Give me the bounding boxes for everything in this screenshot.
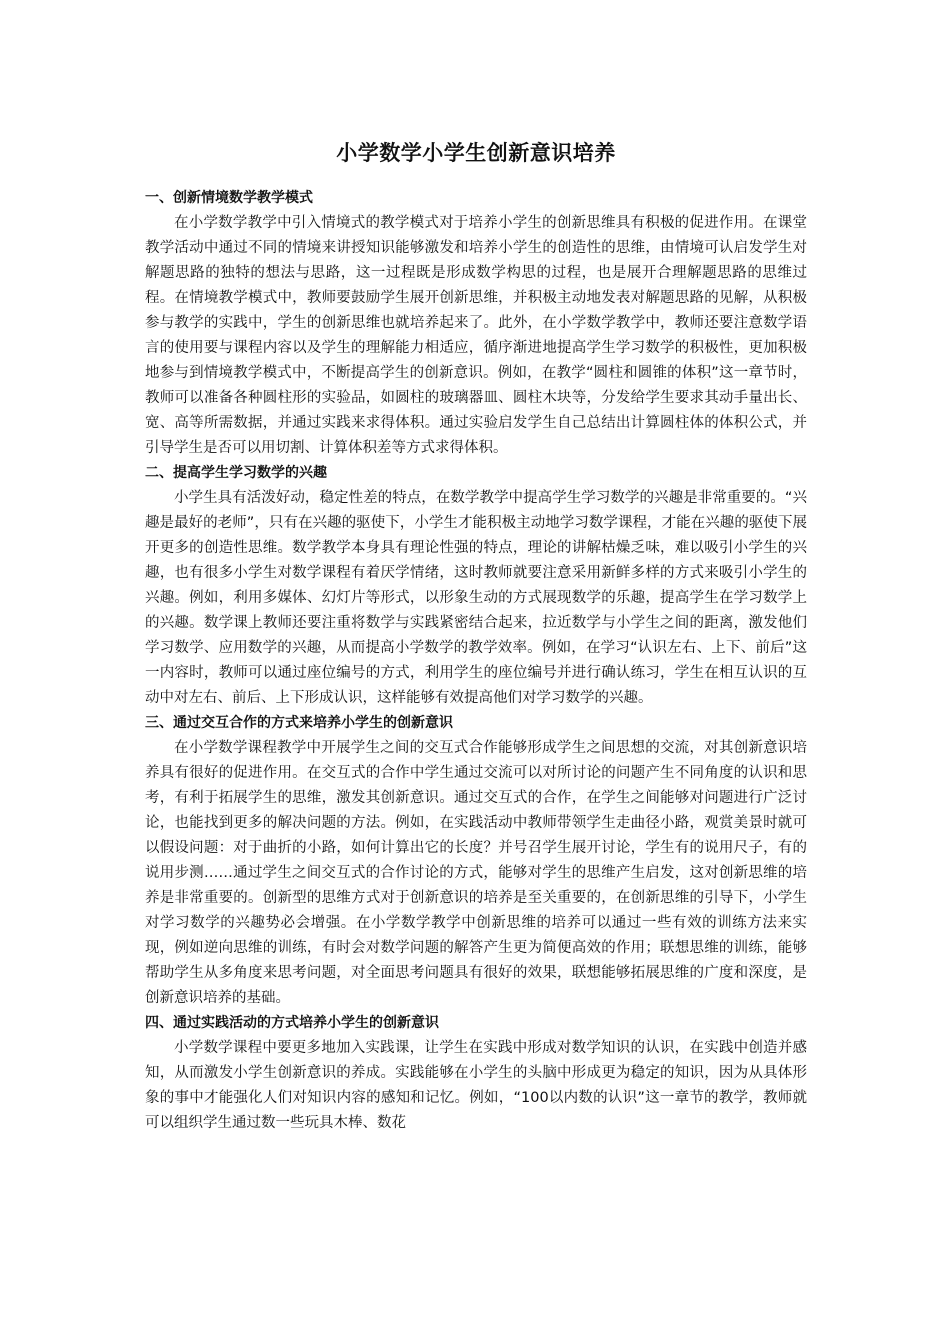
section-heading: 一、创新情境数学教学模式 [145,190,313,206]
section-4 [145,1011,807,1136]
section-paragraph: 在小学数学课程教学中开展学生之间的交互式合作能够形成学生之间思想的交流，对其创新意识培养具有很好的促进作用。在交互式的合作中学生通过交流可以对所讨论的问题产生不同角度的认识和思考，有利于拓展学生的思维，激发其创新意识。通过交互式的合作，在学生之间能够对问题进行广泛讨论，也能找到更多的解决问题的方法。例如，在实践活动中教师带领学生走曲径小路，观赏美景时就可以假设问题：对于曲折的小路，如何计算出它的长度？并号召学生展开讨论，学生有的说用尺子，有的说用步测……通过学生之间交互式的合作讨论的方式，能够对学生的思维产生启发，这对创新思维的培养是非常重要的。创新型的思维方式对于创新意识的培养是至关重要的，在创新思维的引导下，小学生对学习数学的兴趣势必会增强。在小学数学教学中创新思维的培养可以通过一些有效的训练方法来实现，例如逆向思维的训练，有时会对数学问题的解答产生更为简便高效的作用；联想思维的训练，能够帮助学生从多角度来思考问题，对全面思考问题具有很好的效果，联想能够拓展思维的广度和深度，是创新意识培养的基础。 [145,740,807,1006]
section-2 [145,461,807,711]
section-heading: 三、通过交互合作的方式来培养小学生的创新意识 [145,715,453,731]
section-paragraph: 小学数学课程中要更多地加入实践课，让学生在实践中形成对数学知识的认识，在实践中创造并感知，从而激发小学生创新意识的养成。实践能够在小学生的头脑中形成更为稳定的知识，因为从具体形象的事中才能强化人们对知识内容的感知和记忆。例如，“100以内数的认识”这一章节的教学，教师就可以组织学生通过数一些玩具木棒、数花 [145,1040,807,1131]
section-paragraph: 小学生具有活泼好动，稳定性差的特点，在数学教学中提高学生学习数学的兴趣是非常重要的。“兴趣是最好的老师”，只有在兴趣的驱使下，小学生才能积极主动地学习数学课程，才能在兴趣的驱使下展开更多的创造性思维。数学教学本身具有理论性强的特点，理论的讲解枯燥乏味，难以吸引小学生的兴趣，也有很多小学生对数学课程有着厌学情绪，这时教师就要注意采用新鲜多样的方式来吸引小学生的兴趣。例如，利用多媒体、幻灯片等形式，以形象生动的方式展现数学的乐趣，提高学生在学习数学上的兴趣。数学课上教师还要注重将数学与实践紧密结合起来，拉近数学与小学生之间的距离，激发他们学习数学、应用数学的兴趣，从而提高小学数学的教学效率。例如，在学习“认识左右、上下、前后”这一内容时，教师可以通过座位编号的方式，利用学生的座位编号并进行确认练习，学生在相互认识的互动中对左右、前后、上下形成认识，这样能够有效提高他们对学习数学的兴趣。 [145,490,807,706]
section-1 [145,186,807,461]
document-title: 小学数学小学生创新意识培养 [336,141,616,165]
document-body [145,138,807,1136]
section-heading: 四、通过实践活动的方式培养小学生的创新意识 [145,1015,439,1031]
section-heading: 二、提高学生学习数学的兴趣 [145,465,327,481]
section-3 [145,711,807,1011]
section-paragraph: 在小学数学教学中引入情境式的教学模式对于培养小学生的创新思维具有积极的促进作用。在课堂教学活动中通过不同的情境来讲授知识能够激发和培养小学生的创造性的思维，由情境可认启发学生对解题思路的独特的想法与思路，这一过程既是形成数学构思的过程，也是展开合理解题思路的思维过程。在情境教学模式中，教师要鼓励学生展开创新思维，并积极主动地发表对解题思路的见解，从积极参与教学的实践中，学生的创新思维也就培养起来了。此外，在小学数学教学中，教师还要注意数学语言的使用要与课程内容以及学生的理解能力相适应，循序渐进地提高学生学习数学的积极性，更加积极地参与到情境教学模式中，不断提高学生的创新意识。例如，在教学“圆柱和圆锥的体积”这一章节时，教师可以准备各种圆柱形的实验品，如圆柱的玻璃器皿、圆柱木块等，分发给学生要求其动手量出长、宽、高等所需数据，并通过实践来求得体积。通过实验启发学生自己总结出计算圆柱体的体积公式，并引导学生是否可以用切割、计算体积差等方式求得体积。 [145,215,807,456]
